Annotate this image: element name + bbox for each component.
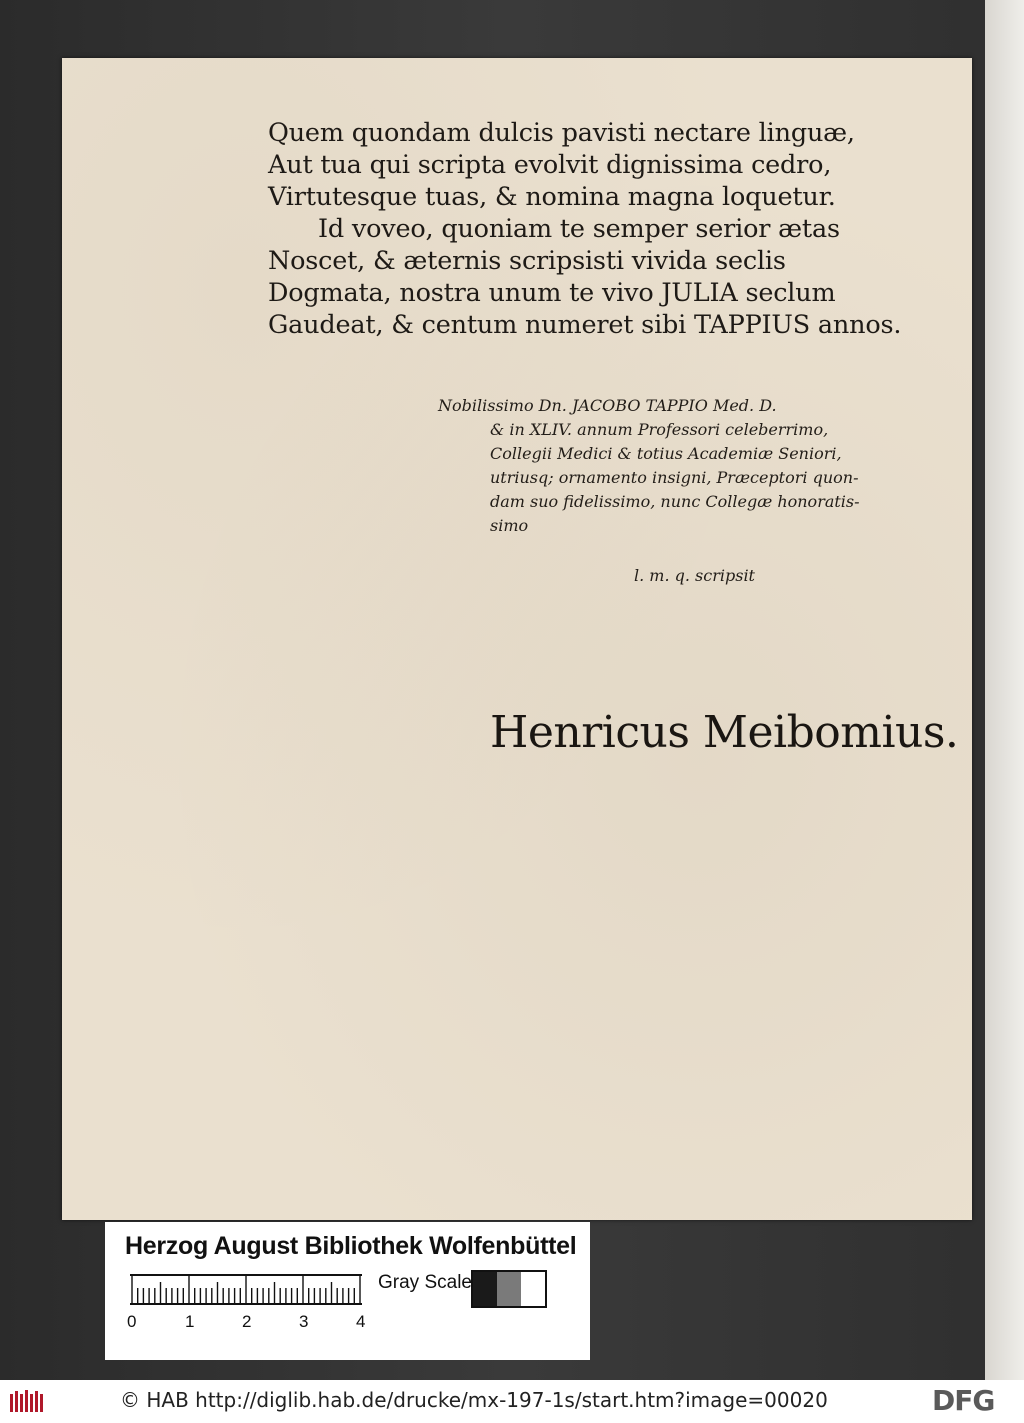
hab-logo-icon (8, 1388, 48, 1414)
verse-line: Id voveo, quoniam te semper serior ætas (318, 214, 840, 244)
dedication-line: Nobilissimo Dn. JACOBO TAPPIO Med. D. (438, 396, 777, 415)
next-page-edge (985, 0, 1024, 1380)
swatch-white (521, 1272, 545, 1306)
gray-scale-swatches (471, 1270, 547, 1308)
verse-line: Aut tua qui scripta evolvit dignissima cedro, (268, 150, 832, 180)
verse-line: Quem quondam dulcis pavisti nectare linguæ, (268, 118, 855, 148)
gray-scale-label: Gray Scale (378, 1272, 472, 1293)
scale-number: 1 (185, 1312, 195, 1331)
ruler-scale (130, 1274, 370, 1314)
verse-line: Noscet, & æternis scripsisti vivida seclis (268, 246, 786, 276)
scale-number: 3 (299, 1312, 309, 1331)
swatch-black (473, 1272, 497, 1306)
scale-number: 2 (242, 1312, 252, 1331)
author-name: Henricus Meibomius. (490, 707, 959, 758)
dedication-line: utriusq; ornamento insigni, Præceptori quon- (490, 468, 859, 487)
verse-line: Virtutesque tuas, & nomina magna loquetur. (268, 182, 836, 212)
scale-number: 4 (356, 1312, 366, 1331)
verse-line: Dogmata, nostra unum te vivo JULIA seclum (268, 278, 836, 308)
signature-note: l. m. q. scripsit (634, 566, 755, 585)
dedication-line: Collegii Medici & totius Academiæ Seniori, (490, 444, 842, 463)
footer-bar (0, 1380, 1024, 1423)
dfg-logo: DFG (932, 1384, 995, 1417)
dedication-line: & in XLIV. annum Professori celeberrimo, (490, 420, 829, 439)
scale-number: 0 (127, 1312, 137, 1331)
copyright-url[interactable]: © HAB http://diglib.hab.de/drucke/mx-197-1s/start.htm?image=00020 (120, 1388, 828, 1412)
library-color-card (105, 1222, 590, 1360)
verse-line: Gaudeat, & centum numeret sibi TAPPIUS annos. (268, 310, 902, 340)
swatch-gray (497, 1272, 521, 1306)
dedication-line: dam suo fidelissimo, nunc Collegæ honoratis- (490, 492, 860, 511)
dedication-line: simo (490, 516, 529, 535)
library-name: Herzog August Bibliothek Wolfenbüttel (125, 1232, 577, 1260)
book-page (62, 58, 972, 1220)
